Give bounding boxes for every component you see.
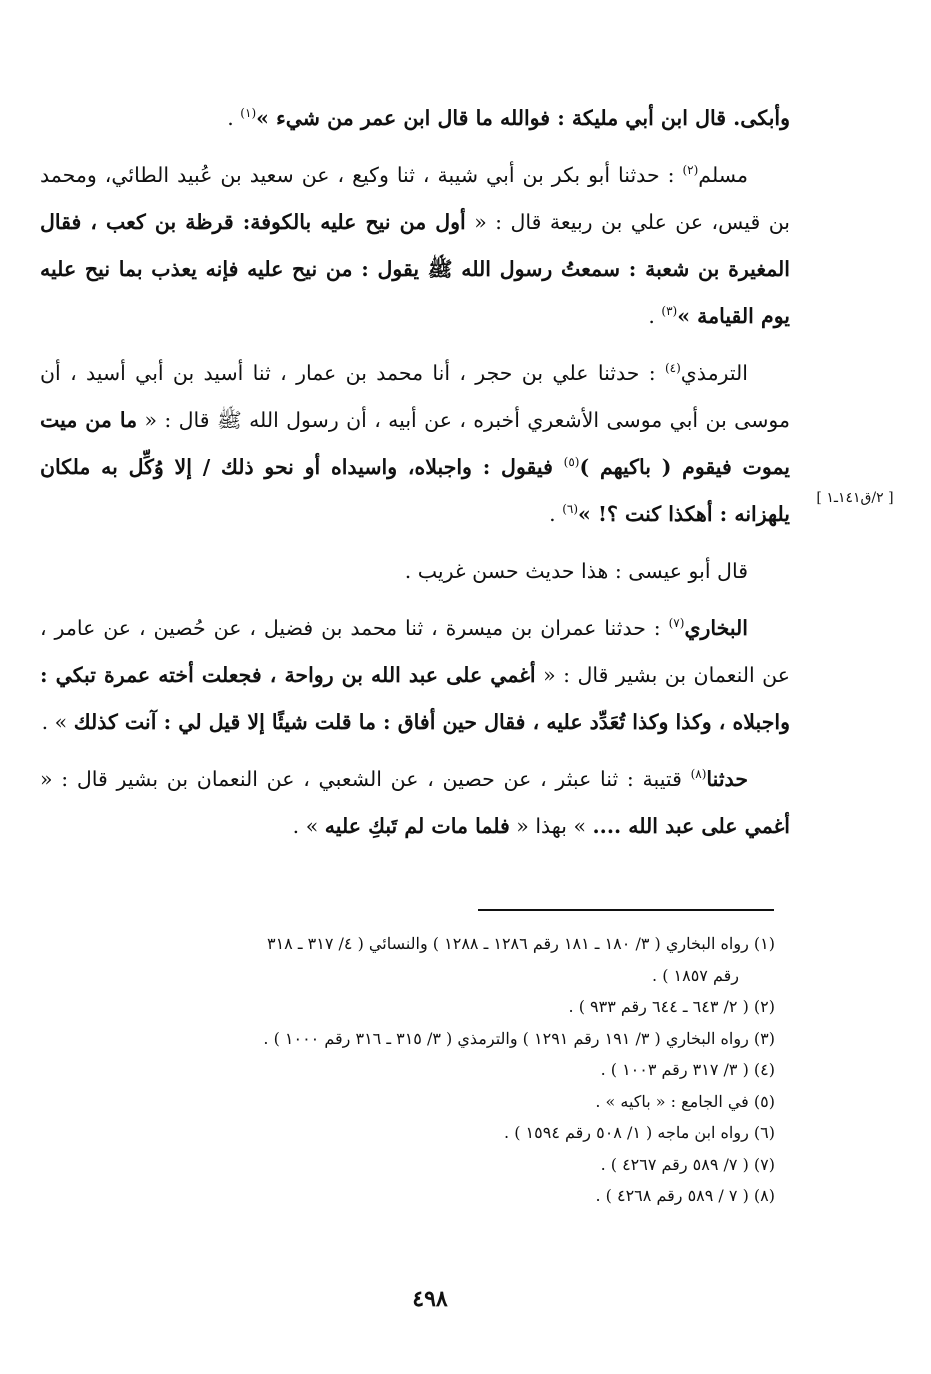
footnote-marker: (٢) [682, 163, 699, 177]
paragraph-5 [40, 605, 790, 746]
footnote-separator [478, 909, 774, 911]
narration-text: . [227, 106, 241, 130]
narration-text: : حدثنا أبو بكر بن أبي شيبة ، ثنا وكيع ، عن سعيد بن عُبيد الطائي، ومحمد بن قيس، عن علي بن ربيعة قال : « [40, 163, 791, 234]
hadith-text: ما من ميت يموت فيقوم ( باكيهم ) [40, 408, 790, 479]
paragraph-6 [40, 756, 790, 850]
hadith-text: أغمي على عبد الله بن رواحة ، فجعلت أخته عمرة تبكي : واجبلاه ، وكذا وكذا تُعَدِّد عليه ، فقال حين أفاق : ما قلت شيئًا إلا قيل لي : آنت كذلك [40, 663, 790, 734]
footnote-7: (٧) ( ٧/ ٥٨٩ رقم ٤٢٦٧ ) . [600, 1154, 775, 1174]
narration-text: . [549, 502, 563, 526]
paragraph-2 [40, 152, 790, 340]
hadith-text: حدثنا [706, 767, 748, 791]
footnote-marker: (٨) [690, 767, 707, 781]
footnote-3: (٣) رواه البخاري ( ٣/ ١٩١ رقم ١٢٩١ ) والترمذي ( ٣/ ٣١٥ ـ ٣١٦ رقم ١٠٠٠ ) . [263, 1028, 775, 1048]
narration-text: الترمذي [680, 361, 748, 385]
hadith-text: أغمي على عبد الله .... [592, 814, 790, 838]
paragraph-3 [40, 350, 790, 538]
footnote-6: (٦) رواه ابن ماجه ( ١/ ٥٠٨ رقم ١٥٩٤ ) . [504, 1123, 775, 1142]
paragraph-4 [40, 548, 790, 595]
hadith-text: فلما مات لم تَبكِ عليه [324, 814, 510, 838]
footnote-marker: (١) [240, 106, 257, 120]
narration-text: » . [41, 710, 74, 734]
footnotes [40, 928, 775, 1212]
footnote-5: (٥) في الجامع : « باكيه » . [595, 1091, 775, 1111]
narration-text: مسلم [698, 163, 748, 187]
footnote-marker: (٣) [661, 304, 678, 318]
narration-text: : حدثنا علي بن حجر ، أنا محمد بن عمار ، ثنا أسيد بن أبي أسيد ، أن موسى بن أبي موسى الأشعري أخبره ، عن أبيه ، أن رسول الله ﷺ قال : « [40, 361, 791, 432]
hadith-text: البخاري [684, 616, 748, 640]
narration-text: . [648, 304, 662, 328]
footnote-marker: (٤) [664, 361, 681, 375]
narration-text: : حدثنا عمران بن ميسرة ، ثنا محمد بن فضيل ، عن حُصين ، عن عامر ، عن النعمان بن بشير قال : « [40, 616, 791, 687]
footnote-marker: (٦) [562, 502, 579, 516]
footnote-2: (٢) ( ٢/ ٦٤٣ ـ ٦٤٤ رقم ٩٣٣ ) . [568, 997, 775, 1016]
footnote-marker: (٧) [668, 616, 685, 630]
hadith-text: أول من نيح عليه بالكوفة: قرظة بن كعب ، فقال المغيرة بن شعبة : سمعتُ رسول الله ﷺ يقول : من نيح عليه فإنه يعذب بما نيح عليه يوم القيامة » [40, 210, 790, 328]
footnote-8: (٨) ( ٧ / ٥٨٩ رقم ٤٢٦٨ ) . [595, 1186, 775, 1205]
footnote-4: (٤) ( ٣/ ٣١٧ رقم ١٠٠٣ ) . [600, 1060, 775, 1079]
hadith-text: وأبكى. قال ابن أبي مليكة : فوالله ما قال ابن عمر من شيء » [256, 106, 790, 130]
narration-text: قال أبو عيسى : هذا حديث حسن غريب . [404, 559, 748, 583]
paragraph-1 [40, 95, 790, 142]
footnote-1-continued: رقم ١٨٥٧ ) . [652, 965, 739, 985]
narration-text: » . [292, 814, 325, 838]
manuscript-folio-note: [ ٢/ق١٤١ـ١ ] [816, 490, 894, 506]
footnote-1: (١) رواه البخاري ( ٣/ ١٨٠ ـ ١٨١ رقم ١٢٨٦ ـ ١٢٨٨ ) والنسائي ( ٤/ ٣١٧ ـ ٣١٨ [266, 934, 775, 953]
narration-text: » بهذا « [509, 814, 593, 838]
page-number: ٤٩٨ [412, 1286, 448, 1312]
main-text [40, 95, 790, 860]
footnote-marker: (٥) [563, 455, 580, 469]
narration-text: قتيبة : ثنا عبثر ، عن حصين ، عن الشعبي ، عن النعمان بن بشير قال : « [40, 767, 691, 791]
hadith-text: فيقول : واجبلاه، واسيداه أو نحو ذلك / إلا وُكِّل به ملكان يلهزانه : أهكذا كنت ؟! » [40, 455, 790, 526]
